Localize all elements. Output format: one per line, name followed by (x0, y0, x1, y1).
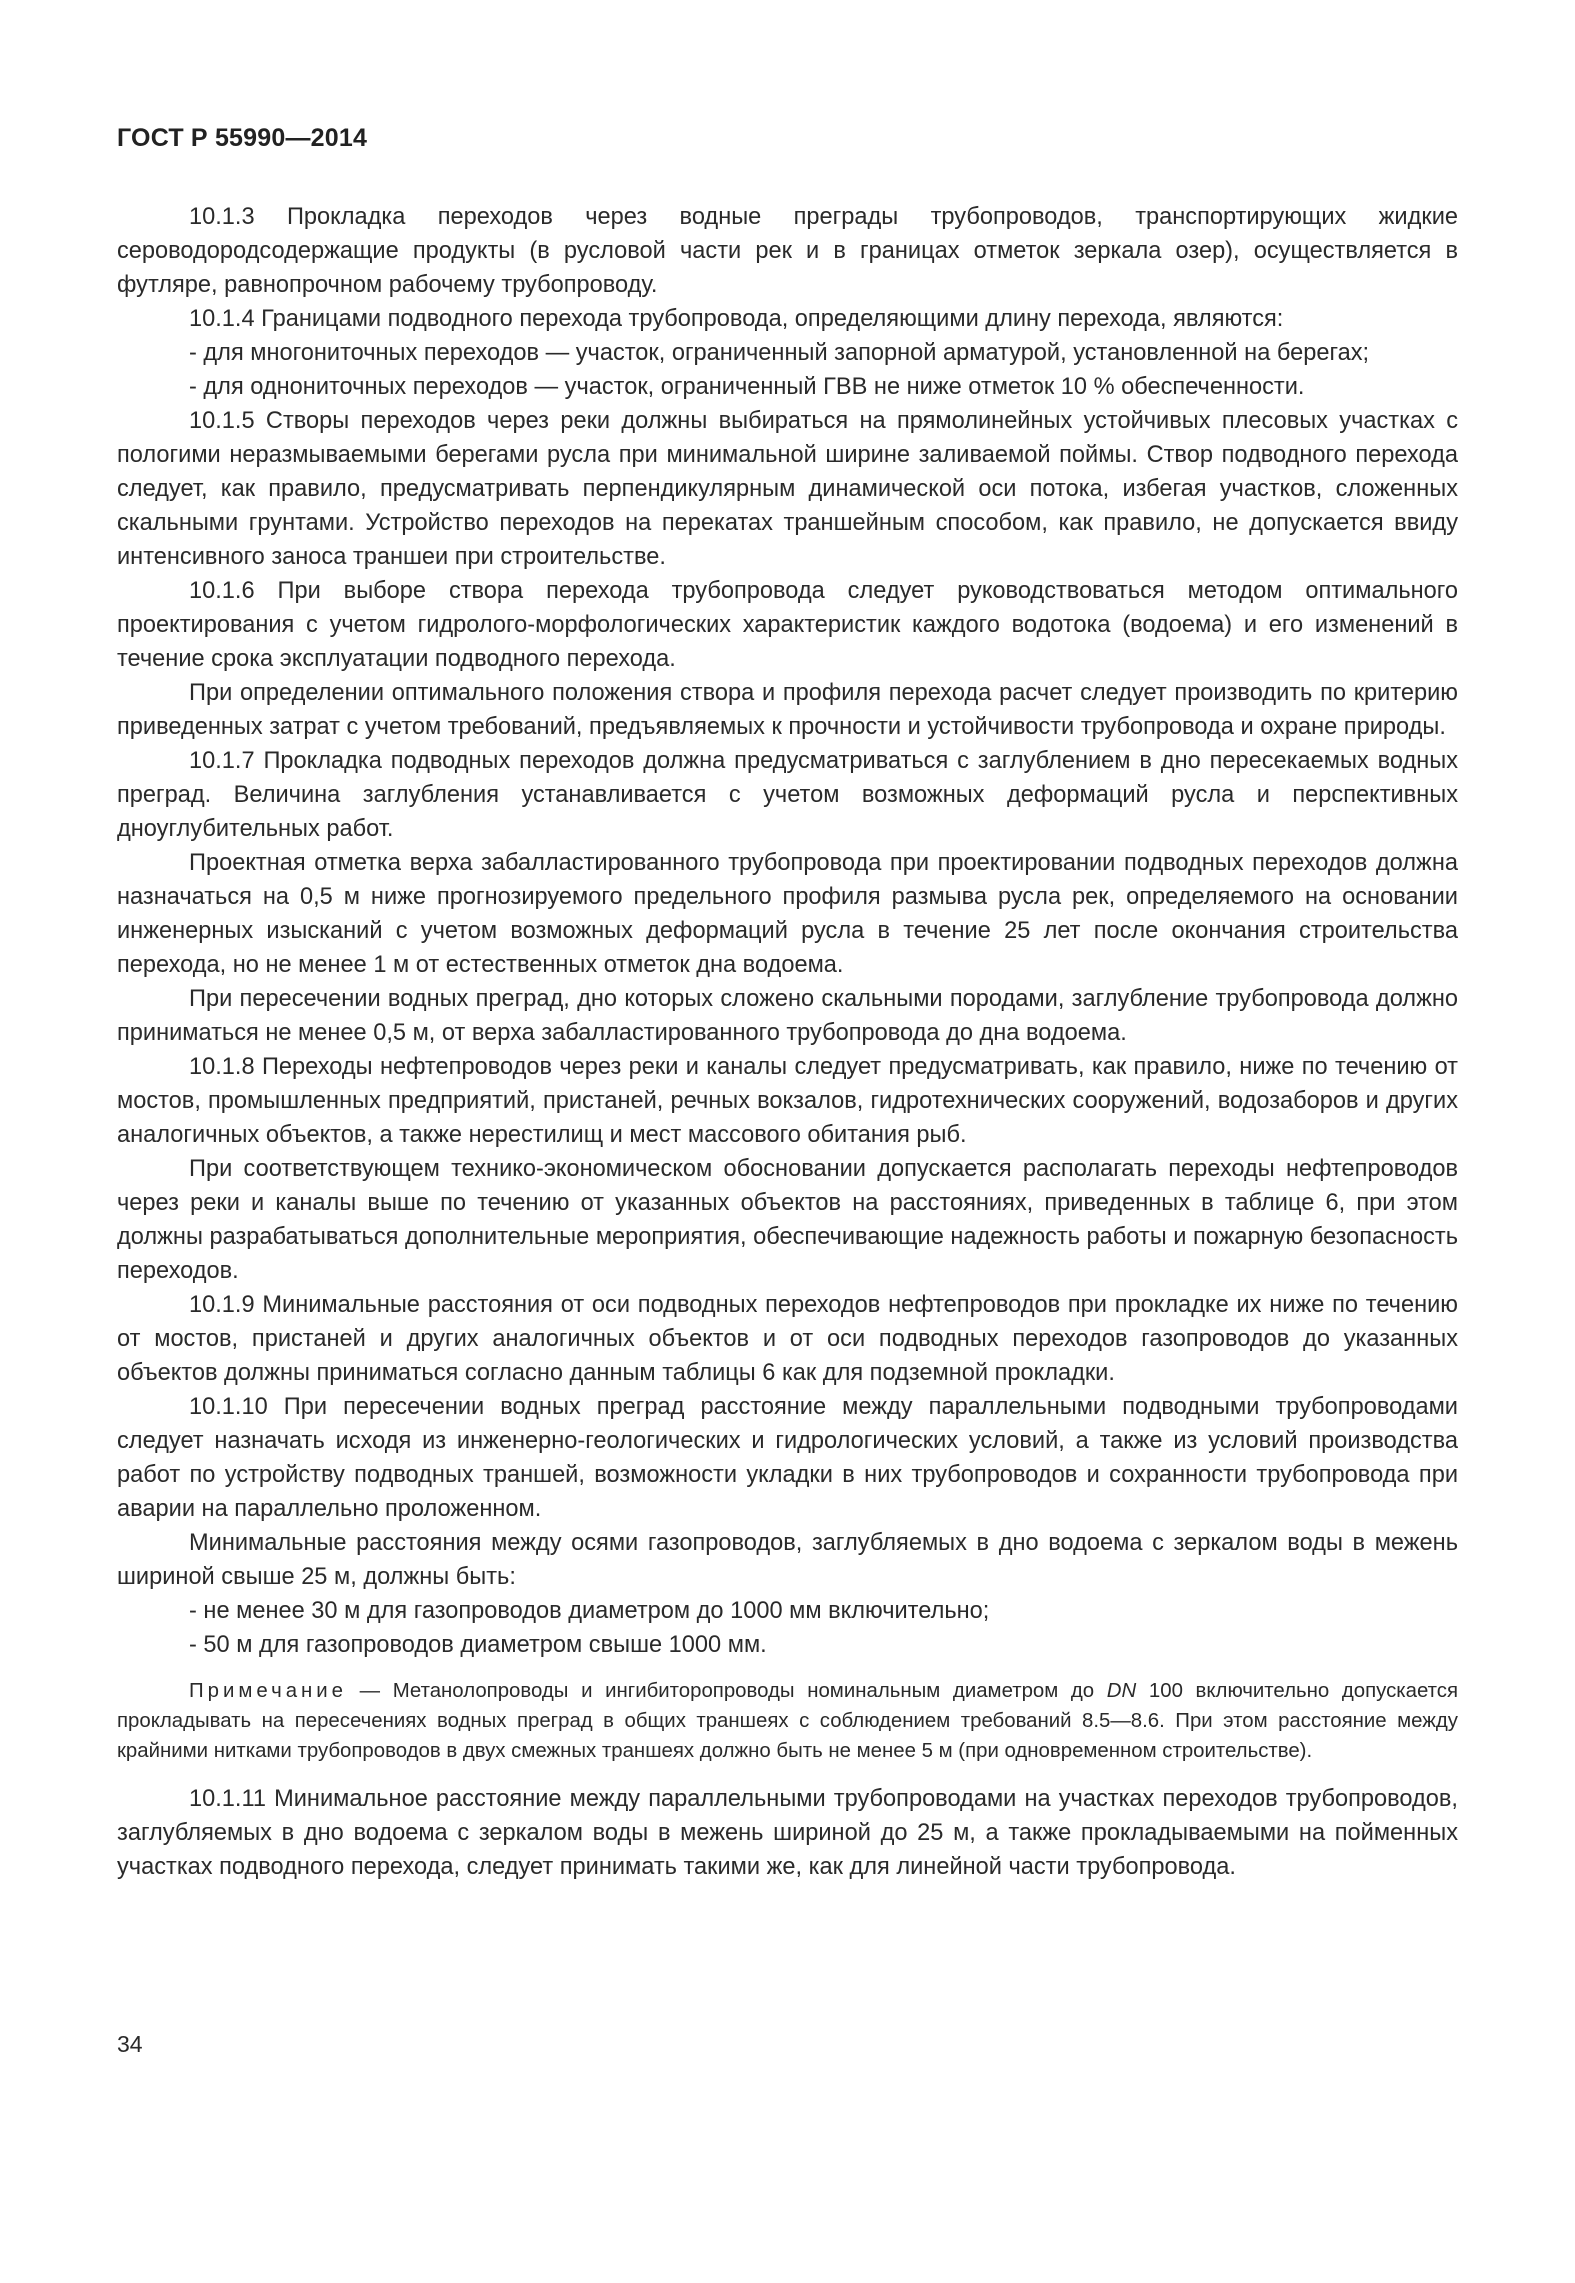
list-item-multi-line: - для многониточных переходов — участок, ограниченный запорной арматурой, установленной на берегах; (189, 340, 1370, 366)
paragraph-10-1-10: 10.1.10 При пересечении водных преград расстояние между параллельными подводными трубопроводами следует назначать исходя из инженерно-геологических и гидрологических условий, а также из условий производства работ по устройству подводных траншей, возможности укладки в них трубопроводов и сохранности трубопровода при аварии на параллельно проложенном. (117, 1394, 1458, 1522)
list-item-30m: - не менее 30 м для газопроводов диаметром до 1000 мм включительно; (189, 1598, 990, 1624)
paragraph-10-1-4: 10.1.4 Границами подводного перехода трубопровода, определяющими длину перехода, являются: (189, 306, 1284, 332)
note-dash: — (347, 1680, 393, 1702)
note-text-after: 100 включительно допускается прокладывать на пересечениях водных преград в общих траншеях с соблюдением требований 8.5—8.6. При этом расстояние между крайними нитками трубопроводов в двух смежных траншеях должно быть не менее 5 м (при одновременном строительстве). (117, 1680, 1458, 1762)
paragraph-10-1-5: 10.1.5 Створы переходов через реки должны выбираться на прямолинейных устойчивых плесовых участках с пологими неразмываемыми берегами русла при минимальной ширине заливаемой поймы. Створ подводного перехода следует, как правило, предусматривать перпендикулярным динамической оси потока, избегая участков, сложенных скальными грунтами. Устройство переходов на перекатах траншейным способом, как правило, не допускается ввиду интенсивного заноса траншеи при строительстве. (117, 408, 1458, 570)
note-block (117, 1676, 1458, 1766)
list-item-50m: - 50 м для газопроводов диаметром свыше 1000 мм. (189, 1632, 767, 1658)
list-item-single-line: - для однониточных переходов — участок, ограниченный ГВВ не ниже отметок 10 % обеспеченности. (189, 374, 1305, 400)
document-header: ГОСТ Р 55990—2014 (117, 124, 368, 152)
paragraph-10-1-6: 10.1.6 При выборе створа перехода трубопровода следует руководствоваться методом оптимального проектирования с учетом гидролого-морфологических характеристик каждого водотока (водоема) и его изменений в течение срока эксплуатации подводного перехода. (117, 578, 1458, 672)
paragraph-economic-justification: При соответствующем технико-экономическом обосновании допускается располагать переходы нефтепроводов через реки и каналы выше по течению от указанных объектов на расстояниях, приведенных в таблице 6, при этом должны разрабатываться дополнительные мероприятия, обеспечивающие надежность работы и пожарную безопасность переходов. (117, 1156, 1458, 1284)
paragraph-min-distances: Минимальные расстояния между осями газопроводов, заглубляемых в дно водоема с зеркалом воды в межень шириной свыше 25 м, должны быть: (117, 1530, 1458, 1590)
paragraph-10-1-9: 10.1.9 Минимальные расстояния от оси подводных переходов нефтепроводов при прокладке их ниже по течению от мостов, пристаней и других аналогичных объектов и от оси подводных переходов газопроводов до указанных объектов должны приниматься согласно данным таблицы 6 как для подземной прокладки. (117, 1292, 1458, 1386)
note-label: Примечание (189, 1680, 348, 1702)
note-dn: DN (1106, 1680, 1137, 1702)
paragraph-optimal-position: При определении оптимального положения створа и профиля перехода расчет следует производить по критерию приведенных затрат с учетом требований, предъявляемых к прочности и устойчивости трубопровода и охране природы. (117, 680, 1458, 740)
document-body (117, 200, 1458, 1884)
page-number: 34 (117, 2031, 143, 2057)
paragraph-10-1-8: 10.1.8 Переходы нефтепроводов через реки и каналы следует предусматривать, как правило, ниже по течению от мостов, промышленных предприятий, пристаней, речных вокзалов, гидротехнических сооружений, водозаборов и других аналогичных объектов, а также нерестилищ и мест массового обитания рыб. (117, 1054, 1458, 1148)
paragraph-design-mark: Проектная отметка верха забалластированного трубопровода при проектировании подводных переходов должна назначаться на 0,5 м ниже прогнозируемого предельного профиля размыва русла рек, определяемого на основании инженерных изысканий с учетом возможных деформаций русла в течение 25 лет после окончания строительства перехода, но не менее 1 м от естественных отметок дна водоема. (117, 850, 1458, 978)
note-text-before: Метанолопроводы и ингибиторопроводы номинальным диаметром до (392, 1680, 1107, 1702)
paragraph-10-1-7: 10.1.7 Прокладка подводных переходов должна предусматриваться с заглублением в дно пересекаемых водных преград. Величина заглубления устанавливается с учетом возможных деформаций русла и перспективных дноуглубительных работ. (117, 748, 1458, 842)
paragraph-10-1-11: 10.1.11 Минимальное расстояние между параллельными трубопроводами на участках переходов трубопроводов, заглубляемых в дно водоема с зеркалом воды в межень шириной до 25 м, а также прокладываемыми на пойменных участках подводного перехода, следует принимать такими же, как для линейной части трубопровода. (117, 1786, 1458, 1880)
paragraph-10-1-3: 10.1.3 Прокладка переходов через водные преграды трубопроводов, транспортирующих жидкие сероводородсодержащие продукты (в русловой части рек и в границах отметок зеркала озер), осуществляется в футляре, равнопрочном рабочему трубопроводу. (117, 204, 1458, 298)
paragraph-rock-bottom: При пересечении водных преград, дно которых сложено скальными породами, заглубление трубопровода должно приниматься не менее 0,5 м, от верха забалластированного трубопровода до дна водоема. (117, 986, 1458, 1046)
